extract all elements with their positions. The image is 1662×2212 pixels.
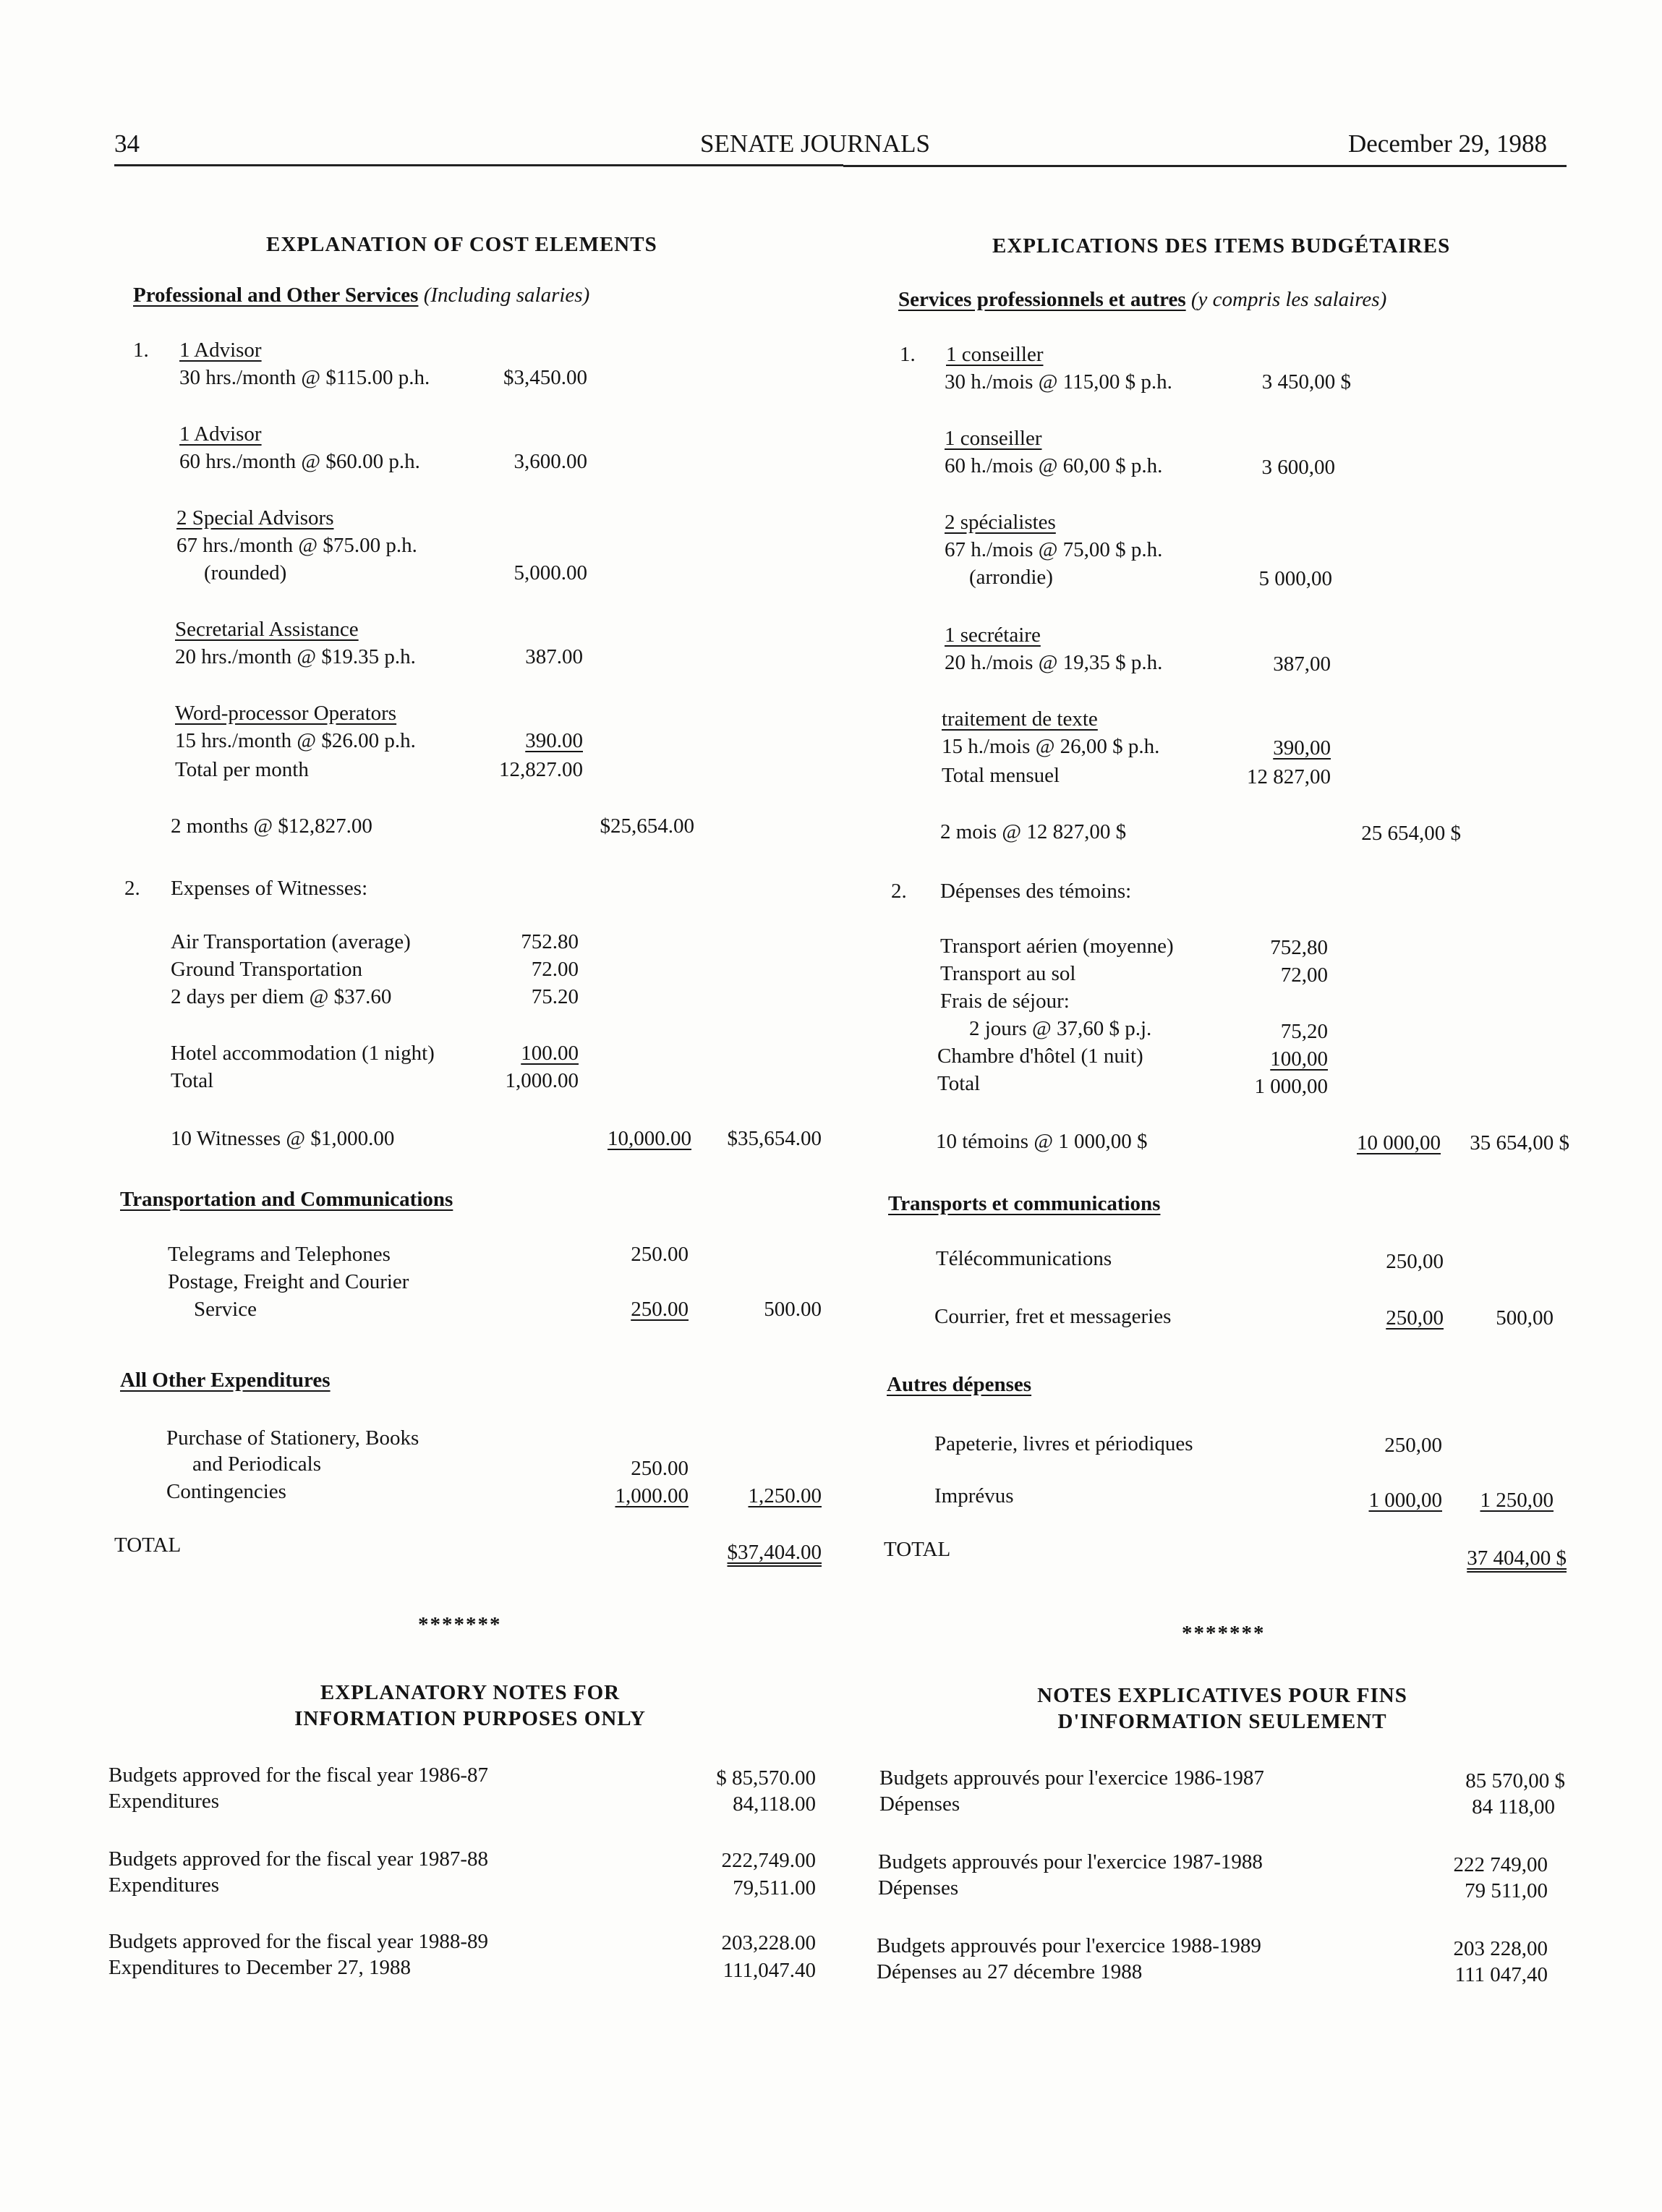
grand-total-label: TOTAL <box>114 1533 182 1557</box>
secretaire-rate: 20 h./mois @ 19,35 $ p.h. <box>945 651 1163 674</box>
autres-depenses-heading: Autres dépenses <box>887 1373 1032 1396</box>
conseiller-1-amount: 3 450,00 $ <box>1261 370 1351 394</box>
stationery-label-2: and Periodicals <box>192 1452 321 1476</box>
expenditures-1987-label: Expenditures <box>108 1873 220 1897</box>
depenses-1988-label: Dépenses au 27 décembre 1988 <box>877 1960 1143 1983</box>
word-processor-rate: 15 hrs./month @ $26.00 p.h. <box>175 729 416 752</box>
advisor-1-amount: $3,450.00 <box>503 366 587 389</box>
contingencies-amount: 1,000.00 <box>615 1484 689 1507</box>
budget-1988-fr-amount: 203 228,00 <box>1453 1937 1548 1960</box>
conseiller-2-amount: 3 600,00 <box>1261 456 1335 479</box>
deux-mois-label: 2 mois @ 12 827,00 $ <box>940 820 1127 843</box>
imprevus-label: Imprévus <box>934 1484 1014 1507</box>
depenses-1988-amount: 111 047,40 <box>1454 1963 1548 1986</box>
ground-transport-amount: 72.00 <box>531 958 579 981</box>
secretarial-amount: 387.00 <box>525 645 583 668</box>
autres-depenses-total: 1 250,00 <box>1480 1489 1554 1512</box>
total-per-month-label: Total per month <box>175 758 309 781</box>
header-rule-right <box>843 165 1567 167</box>
advisor-2-amount: 3,600.00 <box>513 450 587 473</box>
special-advisors-amount: 5,000.00 <box>513 561 587 584</box>
budget-1987-fr-amount: 222 749,00 <box>1453 1853 1548 1876</box>
item-number-2: 2. <box>124 877 140 900</box>
word-processor-amount: 390.00 <box>525 729 583 752</box>
courrier-amount: 250,00 <box>1386 1306 1444 1330</box>
witnesses-label: 10 Witnesses @ $1,000.00 <box>171 1127 395 1150</box>
traitement-texte-title: traitement de texte <box>942 707 1098 731</box>
notes-explicatives-title-2: D'INFORMATION SEULEMENT <box>1057 1710 1387 1733</box>
stationery-label: Purchase of Stationery, Books <box>166 1426 419 1450</box>
expenditures-1986-amount: 84,118.00 <box>733 1792 816 1816</box>
specialistes-amount: 5 000,00 <box>1258 567 1332 590</box>
professional-services-total: $35,654.00 <box>727 1127 822 1150</box>
traitement-texte-rate: 15 h./mois @ 26,00 $ p.h. <box>942 735 1160 758</box>
conseiller-2-rate: 60 h./mois @ 60,00 $ p.h. <box>945 454 1163 477</box>
budget-1986-label: Budgets approved for the fiscal year 1986-87 <box>108 1764 489 1787</box>
hotel-amount: 100.00 <box>521 1042 579 1065</box>
total-per-month-amount: 12,827.00 <box>499 758 583 781</box>
transport-comm-total: 500.00 <box>764 1298 822 1321</box>
postage-amount: 250.00 <box>631 1298 689 1321</box>
budget-1986-fr-label: Budgets approuvés pour l'exercice 1986-1987 <box>879 1766 1264 1790</box>
temoins-amount: 10 000,00 <box>1357 1131 1441 1154</box>
journal-title: SENATE JOURNALS <box>700 129 930 158</box>
services-professionnels-label: Services professionnels et autres <box>898 288 1186 311</box>
budget-1988-fr-label: Budgets approuvés pour l'exercice 1988-1989 <box>877 1934 1261 1957</box>
transports-comm-total: 500,00 <box>1496 1306 1554 1330</box>
conseiller-2-title: 1 conseiller <box>945 427 1042 450</box>
per-diem-amount: 75.20 <box>531 985 579 1008</box>
budget-1988-amount: 203,228.00 <box>721 1931 816 1954</box>
word-processor-title: Word-processor Operators <box>175 702 397 725</box>
expenditures-1988-amount: 111,047.40 <box>723 1959 816 1982</box>
air-transport-label: Air Transportation (average) <box>171 930 411 953</box>
papeterie-label: Papeterie, livres et périodiques <box>934 1432 1193 1455</box>
imprevus-amount: 1 000,00 <box>1368 1489 1442 1512</box>
special-advisors-rate: 67 hrs./month @ $75.00 p.h. <box>176 534 417 557</box>
temoin-total-label: Total <box>937 1072 981 1095</box>
professional-services-note: (Including salaries) <box>423 284 590 307</box>
other-expenditures-total: 1,250.00 <box>748 1484 822 1507</box>
specialistes-rate: 67 h./mois @ 75,00 $ p.h. <box>945 538 1163 561</box>
postage-label-2: Service <box>194 1298 257 1321</box>
depenses-temoins-label: Dépenses des témoins: <box>940 880 1132 903</box>
total-mensuel-amount: 12 827,00 <box>1247 765 1331 788</box>
chambre-hotel-amount: 100,00 <box>1270 1047 1328 1071</box>
ground-transport-label: Ground Transportation <box>171 958 363 981</box>
transport-aerien-label: Transport aérien (moyenne) <box>940 935 1174 958</box>
explanatory-notes-title-2: INFORMATION PURPOSES ONLY <box>294 1707 646 1730</box>
budget-1987-amount: 222,749.00 <box>721 1849 816 1872</box>
depenses-1987-label: Dépenses <box>878 1876 959 1900</box>
chambre-hotel-label: Chambre d'hôtel (1 nuit) <box>937 1045 1143 1068</box>
witness-total-label: Total <box>171 1069 214 1092</box>
depenses-1986-label: Dépenses <box>879 1792 960 1816</box>
total-mensuel-label: Total mensuel <box>942 764 1060 787</box>
contingencies-label: Contingencies <box>166 1480 286 1503</box>
air-transport-amount: 752.80 <box>521 930 579 953</box>
deux-mois-amount: 25 654,00 $ <box>1361 822 1461 845</box>
budget-1987-label: Budgets approved for the fiscal year 1987-88 <box>108 1847 489 1871</box>
notes-explicatives-title-1: NOTES EXPLICATIVES POUR FINS <box>1037 1684 1407 1707</box>
witness-total-amount: 1,000.00 <box>505 1069 579 1092</box>
stationery-amount: 250.00 <box>631 1457 689 1480</box>
postage-label: Postage, Freight and Courier <box>168 1270 409 1293</box>
budget-1986-amount: $ 85,570.00 <box>716 1766 816 1790</box>
page-number: 34 <box>114 129 140 158</box>
advisor-1-rate: 30 hrs./month @ $115.00 p.h. <box>179 366 430 389</box>
jours-label: 2 jours @ 37,60 $ p.j. <box>969 1017 1152 1040</box>
secretaire-amount: 387,00 <box>1273 652 1331 676</box>
telegrams-label: Telegrams and Telephones <box>168 1243 391 1266</box>
secretarial-title: Secretarial Assistance <box>175 618 359 641</box>
witnesses-amount: 10,000.00 <box>608 1127 691 1150</box>
telegrams-amount: 250.00 <box>631 1243 689 1266</box>
budget-items-title: EXPLICATIONS DES ITEMS BUDGÉTAIRES <box>992 234 1451 258</box>
two-months-amount: $25,654.00 <box>600 814 694 838</box>
advisor-2-rate: 60 hrs./month @ $60.00 p.h. <box>179 450 420 473</box>
witness-expenses-label: Expenses of Witnesses: <box>171 877 368 900</box>
section-separator: ******* <box>418 1613 502 1636</box>
courrier-label: Courrier, fret et messageries <box>934 1305 1172 1328</box>
advisor-2-title: 1 Advisor <box>179 422 262 446</box>
advisor-1-title: 1 Advisor <box>179 339 262 362</box>
services-professionnels-note: (y compris les salaires) <box>1190 288 1387 311</box>
grand-total-amount: $37,404.00 <box>727 1541 822 1564</box>
two-months-label: 2 months @ $12,827.00 <box>171 814 372 838</box>
jours-amount: 75,20 <box>1280 1020 1328 1043</box>
telecommunications-amount: 250,00 <box>1386 1250 1444 1273</box>
professional-services-heading <box>133 282 589 309</box>
item-number-1-fr: 1. <box>900 343 916 366</box>
traitement-texte-amount: 390,00 <box>1273 736 1331 760</box>
services-professionnels-total: 35 654,00 $ <box>1470 1131 1569 1154</box>
special-advisors-title: 2 Special Advisors <box>176 506 334 529</box>
depenses-1987-amount: 79 511,00 <box>1465 1879 1548 1902</box>
hotel-label: Hotel accommodation (1 night) <box>171 1042 435 1065</box>
budget-1987-fr-label: Budgets approuvés pour l'exercice 1987-1988 <box>878 1850 1263 1873</box>
expenditures-1987-amount: 79,511.00 <box>733 1876 816 1900</box>
transports-comm-heading: Transports et communications <box>888 1192 1161 1215</box>
conseiller-1-title: 1 conseiller <box>946 343 1044 366</box>
transport-aerien-amount: 752,80 <box>1270 936 1328 959</box>
transport-sol-amount: 72,00 <box>1280 964 1328 987</box>
header-rule-left <box>114 164 843 166</box>
per-diem-label: 2 days per diem @ $37.60 <box>171 985 392 1008</box>
expenditures-1988-label: Expenditures to December 27, 1988 <box>108 1956 411 1979</box>
temoin-total-amount: 1 000,00 <box>1254 1075 1328 1098</box>
specialistes-arrondie: (arrondie) <box>969 566 1053 589</box>
secretarial-rate: 20 hrs./month @ $19.35 p.h. <box>175 645 416 668</box>
professional-services-label: Professional and Other Services <box>133 284 419 307</box>
section-separator-fr: ******* <box>1182 1622 1266 1645</box>
header-date: December 29, 1988 <box>1348 129 1548 158</box>
other-expenditures-heading: All Other Expenditures <box>120 1369 331 1392</box>
frais-sejour-label: Frais de séjour: <box>940 990 1070 1013</box>
total-fr-label: TOTAL <box>884 1538 951 1561</box>
temoins-label: 10 témoins @ 1 000,00 $ <box>936 1130 1148 1153</box>
depenses-1986-amount: 84 118,00 <box>1472 1795 1555 1818</box>
budget-1988-label: Budgets approved for the fiscal year 1988-89 <box>108 1930 489 1953</box>
expenditures-1986-label: Expenditures <box>108 1790 220 1813</box>
item-number-2-fr: 2. <box>891 880 907 903</box>
papeterie-amount: 250,00 <box>1384 1434 1442 1457</box>
total-fr-amount: 37 404,00 $ <box>1467 1547 1567 1570</box>
cost-elements-title: EXPLANATION OF COST ELEMENTS <box>266 233 657 256</box>
conseiller-1-rate: 30 h./mois @ 115,00 $ p.h. <box>945 370 1172 394</box>
secretaire-title: 1 secrétaire <box>945 624 1041 647</box>
transport-comm-heading: Transportation and Communications <box>120 1188 453 1211</box>
transport-sol-label: Transport au sol <box>940 962 1076 985</box>
specialistes-title: 2 spécialistes <box>945 511 1056 534</box>
explanatory-notes-title-1: EXPLANATORY NOTES FOR <box>320 1681 621 1704</box>
services-professionnels-heading <box>898 286 1386 313</box>
telecommunications-label: Télécommunications <box>936 1247 1112 1270</box>
special-advisors-rounded: (rounded) <box>204 561 287 584</box>
item-number-1: 1. <box>133 339 149 362</box>
budget-1986-fr-amount: 85 570,00 $ <box>1465 1769 1565 1792</box>
